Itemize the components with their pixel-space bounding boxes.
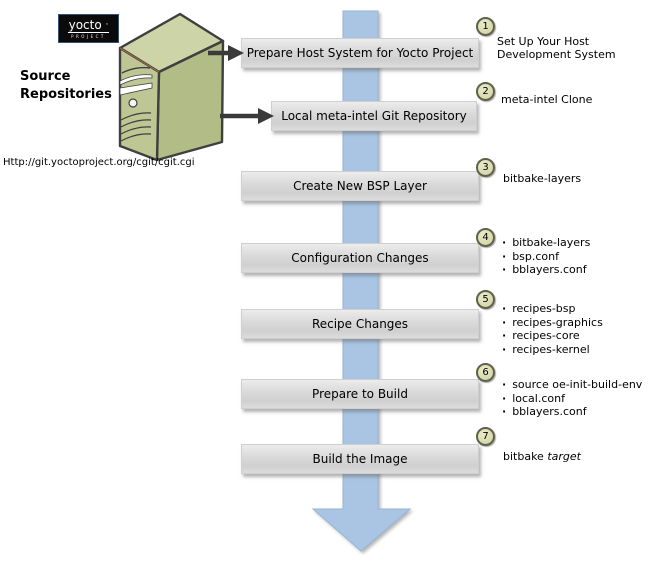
source-repositories-label	[20, 68, 112, 104]
step-box-recipe-changes: Recipe Changes	[241, 309, 479, 339]
step-note-3: bitbake-layers	[503, 172, 582, 185]
step-badge-5: 5	[476, 290, 495, 309]
step-box-prepare-host: Prepare Host System for Yocto Project	[241, 38, 479, 68]
step-box-local-meta-intel: Local meta-intel Git Repository	[271, 101, 477, 131]
step-note-7	[503, 450, 581, 463]
step-box-build-the-image: Build the Image	[241, 444, 479, 474]
connector-arrow-to-step2	[220, 108, 274, 124]
step-note-1	[497, 35, 616, 61]
bullet-item: · recipes-graphics	[502, 316, 603, 330]
step-badge-1: 1	[476, 17, 495, 36]
bullet-item: · bitbake-layers	[502, 236, 590, 250]
step-box-configuration-changes: Configuration Changes	[241, 243, 479, 273]
source-label-line2: Repositories	[20, 87, 112, 102]
bullet-item: · recipes-kernel	[502, 343, 603, 357]
bullet-item: · bblayers.conf	[502, 405, 642, 419]
step-badge-3: 3	[476, 158, 495, 177]
step-note-6-bullets	[502, 378, 642, 419]
step-note-1-line2: Development System	[497, 48, 616, 61]
repository-url-text: Http://git.yoctoproject.org/cgit/cgit.cgi	[3, 157, 195, 168]
step-note-7-target: target	[547, 450, 581, 463]
bullet-item: · recipes-bsp	[502, 302, 603, 316]
bullet-item: · local.conf	[502, 392, 642, 406]
step-note-7-command: bitbake	[503, 450, 548, 463]
step-badge-4: 4	[476, 228, 495, 247]
step-note-1-line1: Set Up Your Host	[497, 35, 590, 48]
bullet-item: · bblayers.conf	[502, 263, 590, 277]
step-note-4-bullets	[502, 236, 590, 277]
yocto-logo-wordmark: yocto ·	[68, 17, 109, 32]
step-badge-2: 2	[476, 82, 495, 101]
yocto-project-logo	[58, 14, 119, 43]
yocto-logo-subtext: PROJECT	[71, 33, 106, 39]
step-box-create-bsp-layer: Create New BSP Layer	[241, 171, 479, 201]
step-box-prepare-to-build: Prepare to Build	[241, 379, 479, 409]
bullet-item: · recipes-core	[502, 329, 603, 343]
server-power-button	[129, 99, 137, 107]
bullet-item: · bsp.conf	[502, 250, 590, 264]
step-badge-7: 7	[476, 427, 495, 446]
step-badge-6: 6	[476, 363, 495, 382]
step-note-5-bullets	[502, 302, 603, 356]
source-label-line1: Source	[20, 69, 71, 84]
step-note-2: meta-intel Clone	[501, 93, 593, 106]
bullet-item: · source oe-init-build-env	[502, 378, 642, 392]
yocto-logo-dot: ·	[105, 19, 109, 30]
